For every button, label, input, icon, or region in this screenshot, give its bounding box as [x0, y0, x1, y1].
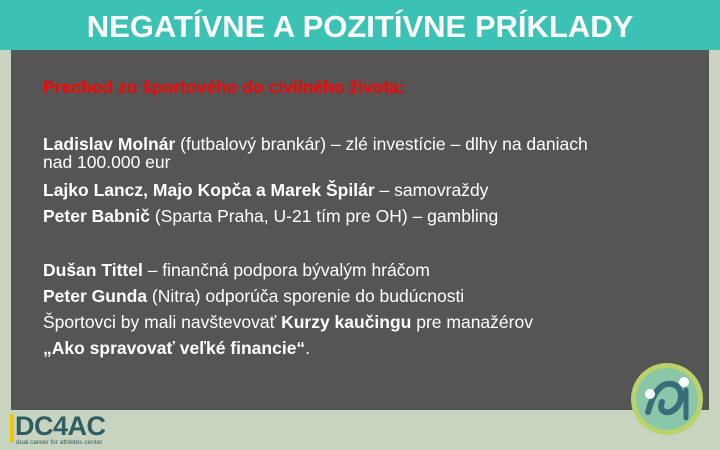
slide-subtitle: Prechod zo športového do civilného života:	[43, 77, 405, 97]
text-line: Peter Gunda (Nitra) odporúča sporenie do budúcnosti	[43, 286, 465, 306]
slide-title: NEGATÍVNE A POZITÍVNE PRÍKLADY	[0, 0, 720, 50]
brand-name: DC4AC	[15, 411, 106, 441]
text-line: Ladislav Molnár (futbalový brankár) – zlé investície – dlhy na daniach	[43, 134, 588, 154]
text-line: Športovci by mali navštevovať Kurzy kaučingu pre manažérov	[43, 312, 533, 332]
athlete-emblem-icon	[628, 360, 706, 438]
text-line: Peter Babnič (Sparta Praha, U-21 tím pre OH) – gambling	[43, 206, 499, 226]
content-panel	[11, 50, 709, 410]
text-line: Dušan Tittel – finančná podpora bývalým hráčom	[43, 260, 430, 280]
text-line: nad 100.000 eur	[43, 152, 171, 172]
dc4ac-logo	[10, 412, 130, 446]
text-line: Lajko Lancz, Majo Kopča a Marek Špilár – samovraždy	[43, 180, 489, 200]
text-line: „Ako spravovať veľké financie“.	[43, 338, 311, 358]
brand-tagline: dual career for athletes center	[16, 439, 103, 446]
brand-accent-bar	[10, 414, 14, 442]
